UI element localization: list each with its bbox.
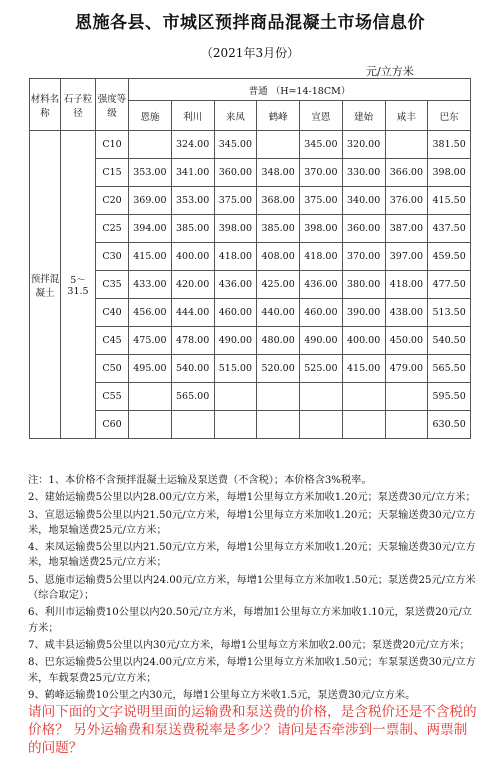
price-cell: 525.00: [300, 355, 343, 383]
price-cell: 415.00: [129, 243, 172, 271]
price-cell: 595.50: [428, 383, 471, 411]
price-cell: [385, 383, 428, 411]
price-cell: 630.50: [428, 411, 471, 439]
period-subtitle: （2021年3月份）: [200, 46, 300, 60]
price-cell: 375.00: [214, 187, 257, 215]
price-cell: 490.00: [214, 327, 257, 355]
price-cell: 370.00: [342, 243, 385, 271]
price-cell: [257, 131, 300, 159]
header-place: 咸丰: [385, 101, 428, 131]
price-cell: 565.50: [428, 355, 471, 383]
price-cell: 418.00: [385, 271, 428, 299]
price-cell: 385.00: [257, 215, 300, 243]
price-cell: 368.00: [257, 187, 300, 215]
price-cell: 408.00: [257, 243, 300, 271]
price-cell: 425.00: [257, 271, 300, 299]
price-cell: [214, 411, 257, 439]
notes-section: [28, 473, 476, 705]
price-cell: 565.00: [171, 383, 214, 411]
grade-cell: C15: [96, 159, 129, 187]
price-cell: 375.00: [300, 187, 343, 215]
table-row: [30, 355, 471, 383]
table-row: [30, 159, 471, 187]
grade-cell: C35: [96, 271, 129, 299]
grade-cell: C30: [96, 243, 129, 271]
table-row: [30, 271, 471, 299]
price-cell: 490.00: [300, 327, 343, 355]
price-cell: 353.00: [129, 159, 172, 187]
table-row: [30, 299, 471, 327]
note-item: 5、恩施市运输费5公里以内24.00元/立方米，每增1公里每立方米加收1.50元；泵送费25元/立方米（综合取定）；: [28, 574, 476, 602]
price-cell: 480.00: [257, 327, 300, 355]
grade-cell: C40: [96, 299, 129, 327]
price-cell: 437.50: [428, 215, 471, 243]
grade-cell: C50: [96, 355, 129, 383]
price-cell: 513.50: [428, 299, 471, 327]
price-cell: 515.00: [214, 355, 257, 383]
note-item: 7、咸丰县运输费5公里以内30元/立方米，每增1公里每立方米加收2.00元；泵送费20元/立方米；: [28, 639, 470, 651]
page-title: 恩施各县、市城区预拌商品混凝土市场信息价: [75, 13, 425, 33]
price-cell: [129, 131, 172, 159]
note-item: 3、宣恩运输费5公里以内21.50元/立方米，每增1公里每立方米加收1.20元；天泵输送费30元/立方米，地泵输送费25元/立方米；: [28, 509, 476, 536]
price-cell: 345.00: [214, 131, 257, 159]
price-cell: 369.00: [129, 187, 172, 215]
price-cell: 444.00: [171, 299, 214, 327]
price-cell: 415.50: [428, 187, 471, 215]
price-cell: 433.00: [129, 271, 172, 299]
price-cell: 400.00: [171, 243, 214, 271]
price-cell: 415.00: [342, 355, 385, 383]
price-cell: [342, 383, 385, 411]
price-cell: 394.00: [129, 215, 172, 243]
price-cell: 366.00: [385, 159, 428, 187]
price-table: [29, 78, 471, 439]
note-item: 9、鹤峰运输费10公里之内30元，每增1公里每立方米收1.5元，泵送费30元/立方米。: [28, 689, 416, 701]
price-cell: 475.00: [129, 327, 172, 355]
price-cell: [385, 131, 428, 159]
price-cell: 460.00: [214, 299, 257, 327]
note-item: 注：1、本价格不含预拌混凝土运输及泵送费（不含税）；本价格含3%税率。: [28, 475, 372, 486]
price-cell: [257, 383, 300, 411]
unit-label: 元/立方米: [366, 65, 414, 78]
header-place: 鹤峰: [257, 101, 300, 131]
price-cell: 450.00: [385, 327, 428, 355]
grade-cell: C20: [96, 187, 129, 215]
header-normal: 普通 （H=14-18CM）: [129, 79, 471, 101]
table-row: [30, 327, 471, 355]
header-grade: 强度等级: [96, 79, 129, 131]
price-cell: [385, 411, 428, 439]
price-cell: 324.00: [171, 131, 214, 159]
price-cell: 459.50: [428, 243, 471, 271]
table-row: [30, 131, 471, 159]
price-cell: 385.00: [171, 215, 214, 243]
grade-cell: C10: [96, 131, 129, 159]
price-cell: 478.00: [171, 327, 214, 355]
note-item: 2、建始运输费5公里以内28.00元/立方米，每增1公里每立方米加收1.20元；泵送费30元/立方米；: [28, 492, 476, 504]
note-item: 6、利川市运输费10公里以内20.50元/立方米，每增加1公里每立方米加收1.10元，泵送费20元/立方米；: [28, 607, 472, 634]
price-cell: 353.00: [171, 187, 214, 215]
price-cell: 438.00: [385, 299, 428, 327]
aggregate-size-cell: 5～31.5: [61, 131, 96, 439]
price-cell: [257, 411, 300, 439]
header-place: 来凤: [214, 101, 257, 131]
price-cell: 390.00: [342, 299, 385, 327]
price-cell: 540.00: [171, 355, 214, 383]
price-cell: 398.00: [214, 215, 257, 243]
note-item: 4、来凤运输费5公里以内21.50元/立方米，每增1公里每立方米加收1.20元；天泵输送费30元/立方米，地泵输送费25元/立方米；: [28, 542, 476, 569]
header-place: 巴东: [428, 101, 471, 131]
price-cell: [129, 383, 172, 411]
price-cell: 348.00: [257, 159, 300, 187]
price-cell: 520.00: [257, 355, 300, 383]
note-item: 8、巴东运输费5公里以内24.00元/立方米，每增1公里每立方米加收1.50元；车泵泵送费30元/立方米，车载泵费25元/立方米；: [28, 657, 476, 684]
grade-cell: C55: [96, 383, 129, 411]
table-row: [30, 411, 471, 439]
price-cell: [342, 411, 385, 439]
price-cell: 540.50: [428, 327, 471, 355]
grade-cell: C45: [96, 327, 129, 355]
price-cell: 477.50: [428, 271, 471, 299]
price-cell: 418.00: [300, 243, 343, 271]
price-cell: 360.00: [342, 215, 385, 243]
table-body: [30, 131, 471, 439]
price-cell: 420.00: [171, 271, 214, 299]
table-row: [30, 187, 471, 215]
price-cell: 398.00: [300, 215, 343, 243]
grade-cell: C25: [96, 215, 129, 243]
price-cell: 400.00: [342, 327, 385, 355]
header-place: 建始: [342, 101, 385, 131]
price-cell: 380.00: [342, 271, 385, 299]
header-place: 恩施: [129, 101, 172, 131]
price-cell: [129, 411, 172, 439]
price-cell: 360.00: [214, 159, 257, 187]
price-cell: 340.00: [342, 187, 385, 215]
price-cell: [300, 411, 343, 439]
table-row: [30, 215, 471, 243]
price-cell: [214, 383, 257, 411]
header-material: 材料名称: [30, 79, 61, 131]
price-cell: 381.50: [428, 131, 471, 159]
price-cell: 418.00: [214, 243, 257, 271]
price-cell: 495.00: [129, 355, 172, 383]
price-cell: 345.00: [300, 131, 343, 159]
price-cell: 397.00: [385, 243, 428, 271]
grade-cell: C60: [96, 411, 129, 439]
table-row: [30, 243, 471, 271]
price-cell: 376.00: [385, 187, 428, 215]
price-cell: [171, 411, 214, 439]
header-place: 利川: [171, 101, 214, 131]
price-cell: 341.00: [171, 159, 214, 187]
material-name-cell: 预拌混凝土: [30, 131, 61, 439]
price-cell: 460.00: [300, 299, 343, 327]
header-aggregate: 石子粒径: [61, 79, 96, 131]
price-cell: 330.00: [342, 159, 385, 187]
table-row: [30, 383, 471, 411]
price-cell: 436.00: [214, 271, 257, 299]
price-cell: [300, 383, 343, 411]
price-cell: 398.00: [428, 159, 471, 187]
question-text: 请问下面的文字说明里面的运输费和泵送费的价格，是含税价还是不含税的价格？ 另外运输费和泵送费税率是多少？请问是否牵涉到一票制、两票制的问题？: [28, 704, 477, 756]
price-cell: 456.00: [129, 299, 172, 327]
price-cell: 320.00: [342, 131, 385, 159]
header-place: 宣恩: [300, 101, 343, 131]
price-cell: 436.00: [300, 271, 343, 299]
price-cell: 479.00: [385, 355, 428, 383]
price-cell: 440.00: [257, 299, 300, 327]
price-cell: 387.00: [385, 215, 428, 243]
price-cell: 370.00: [300, 159, 343, 187]
